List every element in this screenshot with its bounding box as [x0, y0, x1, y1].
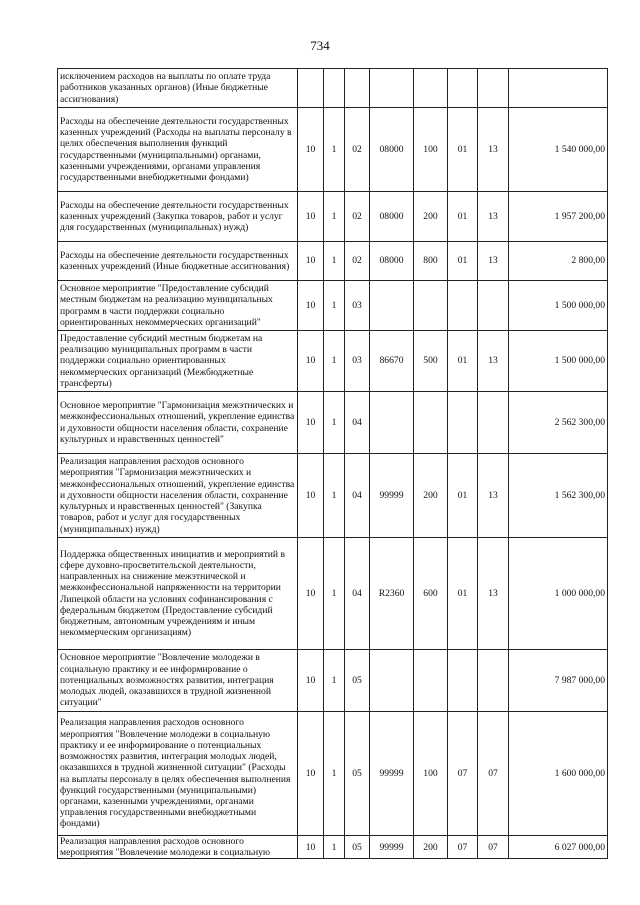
row-description: исключением расходов на выплаты по оплате труда работников указанных органов) (Иные бюджетные ассигнования) — [58, 69, 298, 108]
code-section: 01 — [448, 454, 478, 538]
code-chapter: 10 — [298, 331, 324, 392]
code-section: 01 — [448, 192, 478, 242]
code-expense-type — [414, 69, 448, 108]
row-description: Поддержка общественных инициатив и мероприятий в сфере духовно-просветительской деятельности, направленных на снижение межэтнической и межконфессиональной напряженности на территории Липецкой области на условиях софинансирования с федеральным бюджетом (Предоставление субсидий бюджетным, автономным учреждениям и иным некоммерческим организациям) — [58, 538, 298, 650]
row-amount: 1 600 000,00 — [509, 712, 608, 836]
row-amount: 1 957 200,00 — [509, 192, 608, 242]
table-row — [58, 538, 608, 650]
code-section: 01 — [448, 108, 478, 192]
row-amount: 1 500 000,00 — [509, 281, 608, 331]
row-amount: 2 800,00 — [509, 242, 608, 281]
code-expense-direction: 86670 — [370, 331, 414, 392]
code-subprogram: 1 — [324, 650, 345, 712]
code-expense-type: 100 — [414, 712, 448, 836]
table-row — [58, 650, 608, 712]
code-main-activity: 02 — [345, 108, 370, 192]
row-description: Реализация направления расходов основного мероприятия "Вовлечение молодежи в социальную практику и ее информирование о потенциальных возможностях развития, интеграция молодых людей, оказавшихся в трудной жизненной ситуации" (Расходы на выплаты персоналу в целях обеспечения выполнения функций государственными (муниципальными) органами, казенными учреждениями, органами управления государственными внебюджетными фондами) — [58, 712, 298, 836]
table-row — [58, 836, 608, 859]
code-expense-type: 100 — [414, 108, 448, 192]
code-main-activity: 04 — [345, 392, 370, 454]
row-amount: 7 987 000,00 — [509, 650, 608, 712]
table-row — [58, 69, 608, 108]
row-description: Реализация направления расходов основного мероприятия "Вовлечение молодежи в социальную — [58, 836, 298, 859]
code-section: 01 — [448, 538, 478, 650]
table-row — [58, 712, 608, 836]
code-chapter: 10 — [298, 192, 324, 242]
code-subsection: 13 — [478, 192, 509, 242]
row-description: Расходы на обеспечение деятельности государственных казенных учреждений (Закупка товаров, работ и услуг для государственных (муниципальных) нужд) — [58, 192, 298, 242]
table-row — [58, 108, 608, 192]
code-expense-type: 600 — [414, 538, 448, 650]
budget-table — [57, 68, 608, 859]
code-expense-type: 500 — [414, 331, 448, 392]
code-subsection: 13 — [478, 538, 509, 650]
code-expense-type: 200 — [414, 836, 448, 859]
row-amount: 1 540 000,00 — [509, 108, 608, 192]
row-amount: 1 000 000,00 — [509, 538, 608, 650]
table-row — [58, 192, 608, 242]
code-subsection: 07 — [478, 712, 509, 836]
code-subprogram: 1 — [324, 392, 345, 454]
table-row — [58, 454, 608, 538]
code-section: 07 — [448, 712, 478, 836]
row-description: Реализация направления расходов основного мероприятия "Гармонизация межэтнических и межконфессиональных отношений, укрепление единства и духовности общности населения области, сохранение культурных и нравственных ценностей" (Закупка товаров, работ и услуг для государственных (муниципальных) нужд) — [58, 454, 298, 538]
code-chapter: 10 — [298, 108, 324, 192]
code-section — [448, 650, 478, 712]
code-expense-direction: 99999 — [370, 454, 414, 538]
row-amount: 6 027 000,00 — [509, 836, 608, 859]
code-main-activity: 05 — [345, 836, 370, 859]
row-amount: 1 562 300,00 — [509, 454, 608, 538]
code-section: 01 — [448, 242, 478, 281]
code-chapter: 10 — [298, 712, 324, 836]
code-expense-type — [414, 281, 448, 331]
code-chapter: 10 — [298, 281, 324, 331]
code-subsection — [478, 392, 509, 454]
code-main-activity: 03 — [345, 281, 370, 331]
code-main-activity: 04 — [345, 454, 370, 538]
code-subsection: 13 — [478, 331, 509, 392]
table-row — [58, 281, 608, 331]
code-expense-direction — [370, 392, 414, 454]
code-subsection — [478, 69, 509, 108]
code-expense-direction: 08000 — [370, 242, 414, 281]
code-subprogram: 1 — [324, 712, 345, 836]
code-main-activity: 03 — [345, 331, 370, 392]
row-description: Основное мероприятие "Предоставление субсидий местным бюджетам на реализацию муниципальных программ в части поддержки социально ориентированных некоммерческих организаций" — [58, 281, 298, 331]
code-chapter: 10 — [298, 650, 324, 712]
code-main-activity: 05 — [345, 712, 370, 836]
row-amount: 1 500 000,00 — [509, 331, 608, 392]
row-description: Расходы на обеспечение деятельности государственных казенных учреждений (Расходы на выплаты персоналу в целях обеспечения выполнения функций государственными (муниципальными) органами, казенными учреждениями, органами управления государственными внебюджетными фондами) — [58, 108, 298, 192]
code-main-activity: 02 — [345, 192, 370, 242]
row-amount: 2 562 300,00 — [509, 392, 608, 454]
row-description: Основное мероприятие "Вовлечение молодежи в социальную практику и ее информирование о потенциальных возможностях развития, интеграция молодых людей, оказавшихся в трудной жизненной ситуации" — [58, 650, 298, 712]
code-expense-direction — [370, 281, 414, 331]
code-subsection — [478, 281, 509, 331]
code-chapter: 10 — [298, 538, 324, 650]
code-subprogram: 1 — [324, 454, 345, 538]
code-subprogram: 1 — [324, 281, 345, 331]
code-subprogram: 1 — [324, 108, 345, 192]
code-subsection: 07 — [478, 836, 509, 859]
code-subsection — [478, 650, 509, 712]
row-description: Основное мероприятие "Гармонизация межэтнических и межконфессиональных отношений, укрепление единства и духовности общности населения области, сохранение культурных и нравственных ценностей" — [58, 392, 298, 454]
code-section: 01 — [448, 331, 478, 392]
code-section: 07 — [448, 836, 478, 859]
row-description: Предоставление субсидий местным бюджетам на реализацию муниципальных программ в части поддержки социально ориентированных некоммерческих организаций (Межбюджетные трансферты) — [58, 331, 298, 392]
code-main-activity — [345, 69, 370, 108]
code-chapter — [298, 69, 324, 108]
row-description: Расходы на обеспечение деятельности государственных казенных учреждений (Иные бюджетные ассигнования) — [58, 242, 298, 281]
code-chapter: 10 — [298, 454, 324, 538]
code-section — [448, 392, 478, 454]
code-subprogram: 1 — [324, 331, 345, 392]
code-expense-direction — [370, 69, 414, 108]
page-number: 734 — [310, 38, 330, 53]
table-row — [58, 331, 608, 392]
code-section — [448, 69, 478, 108]
code-expense-type: 800 — [414, 242, 448, 281]
code-subsection: 13 — [478, 242, 509, 281]
code-expense-direction: 08000 — [370, 192, 414, 242]
code-subsection: 13 — [478, 454, 509, 538]
code-subsection: 13 — [478, 108, 509, 192]
code-subprogram: 1 — [324, 242, 345, 281]
code-expense-type — [414, 650, 448, 712]
code-subprogram: 1 — [324, 538, 345, 650]
code-chapter: 10 — [298, 242, 324, 281]
table-row — [58, 242, 608, 281]
code-chapter: 10 — [298, 392, 324, 454]
row-amount — [509, 69, 608, 108]
code-expense-direction — [370, 650, 414, 712]
table-row — [58, 392, 608, 454]
code-section — [448, 281, 478, 331]
code-expense-direction: 99999 — [370, 712, 414, 836]
code-chapter: 10 — [298, 836, 324, 859]
code-main-activity: 04 — [345, 538, 370, 650]
code-expense-direction: R2360 — [370, 538, 414, 650]
code-main-activity: 02 — [345, 242, 370, 281]
code-subprogram: 1 — [324, 192, 345, 242]
code-subprogram: 1 — [324, 836, 345, 859]
code-expense-type: 200 — [414, 454, 448, 538]
code-subprogram — [324, 69, 345, 108]
code-expense-direction: 08000 — [370, 108, 414, 192]
code-main-activity: 05 — [345, 650, 370, 712]
code-expense-direction: 99999 — [370, 836, 414, 859]
code-expense-type — [414, 392, 448, 454]
code-expense-type: 200 — [414, 192, 448, 242]
